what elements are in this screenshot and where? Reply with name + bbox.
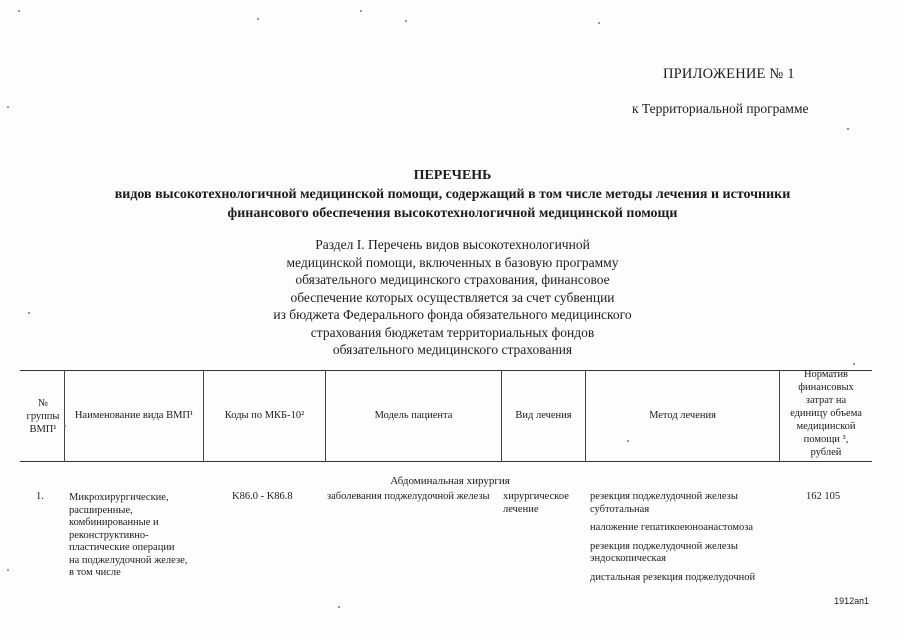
scan-speck	[7, 106, 9, 108]
method-item: наложение гепатикоеюноанастомоза	[590, 522, 754, 533]
row-treatment-methods	[590, 491, 778, 584]
scan-speck	[360, 10, 362, 12]
document-code: 1912ап1	[834, 596, 869, 606]
heading-line-2: видов высокотехнологичной медицинской помощи, содержащий в том числе методы лечения и источники	[114, 187, 791, 202]
scan-speck	[853, 363, 855, 365]
header-financial-norm: Норматив финансовых затрат на единицу объема медицинской помощи ³, рублей	[790, 369, 862, 458]
section-line: обеспечение которых осуществляется за счет субвенции	[290, 289, 615, 305]
scan-speck	[18, 10, 20, 12]
row-number: 1.	[36, 491, 44, 502]
table-top-border	[20, 370, 872, 371]
scan-speck	[598, 22, 600, 24]
column-divider	[64, 370, 65, 462]
document-heading	[40, 166, 865, 223]
section-line: Раздел I. Перечень видов высокотехнологичной	[315, 237, 590, 252]
table-section-label: Абдоминальная хирургия	[390, 475, 510, 487]
scan-speck	[627, 440, 629, 442]
method-item: резекция поджелудочной железы эндоскопическая	[590, 540, 738, 564]
row-treatment-type: хирургическое лечение	[503, 491, 569, 515]
row-financial-norm: 162 105	[806, 491, 841, 502]
section-line: медицинской помощи, включенных в базовую программу	[286, 254, 619, 270]
appendix-subtitle: к Территориальной программе	[632, 101, 809, 116]
column-divider	[585, 370, 586, 462]
header-patient-model: Модель пациента	[374, 410, 453, 421]
section-title	[200, 236, 705, 359]
method-item: резекция поджелудочной железы субтотальная	[590, 491, 738, 515]
appendix-title: ПРИЛОЖЕНИЕ № 1	[663, 66, 795, 82]
scan-speck	[64, 425, 66, 427]
row-icd-codes: K86.0 - K86.8	[232, 491, 293, 502]
section-line: обязательного медицинского страхования, финансовое	[295, 272, 610, 287]
section-line: из бюджета Федерального фонда обязательного медицинского	[273, 307, 632, 322]
scan-speck	[338, 606, 340, 608]
column-divider	[779, 370, 780, 462]
table-header-bottom-border	[20, 461, 872, 462]
row-patient-model: заболевания поджелудочной железы	[327, 491, 490, 502]
scan-speck	[28, 312, 30, 314]
column-divider	[501, 370, 502, 462]
header-treatment-type: Вид лечения	[515, 410, 572, 421]
scan-speck	[257, 18, 259, 20]
header-group-number: № группы ВМП¹	[26, 398, 60, 435]
scan-speck	[7, 569, 9, 571]
column-divider	[325, 370, 326, 462]
method-item: дистальная резекция поджелудочной	[590, 571, 756, 583]
section-line: страхования бюджетам территориальных фондов	[310, 324, 595, 340]
heading-line-3: финансового обеспечения высокотехнологичной медицинской помощи	[227, 206, 678, 221]
column-divider	[203, 370, 204, 462]
heading-line-1: ПЕРЕЧЕНЬ	[413, 168, 492, 183]
header-treatment-method: Метод лечения	[649, 410, 716, 421]
scan-speck	[847, 128, 849, 130]
header-vmp-name: Наименование вида ВМП¹	[74, 410, 194, 421]
header-icd-codes: Коды по МКБ-10²	[224, 410, 305, 421]
scan-speck	[405, 20, 407, 22]
row-vmp-name: Микрохирургические, расширенные, комбинированные и реконструктивно- пластические операции на поджелудочной железе, в том числе	[69, 492, 188, 578]
section-line: обязательного медицинского страхования	[332, 342, 573, 357]
